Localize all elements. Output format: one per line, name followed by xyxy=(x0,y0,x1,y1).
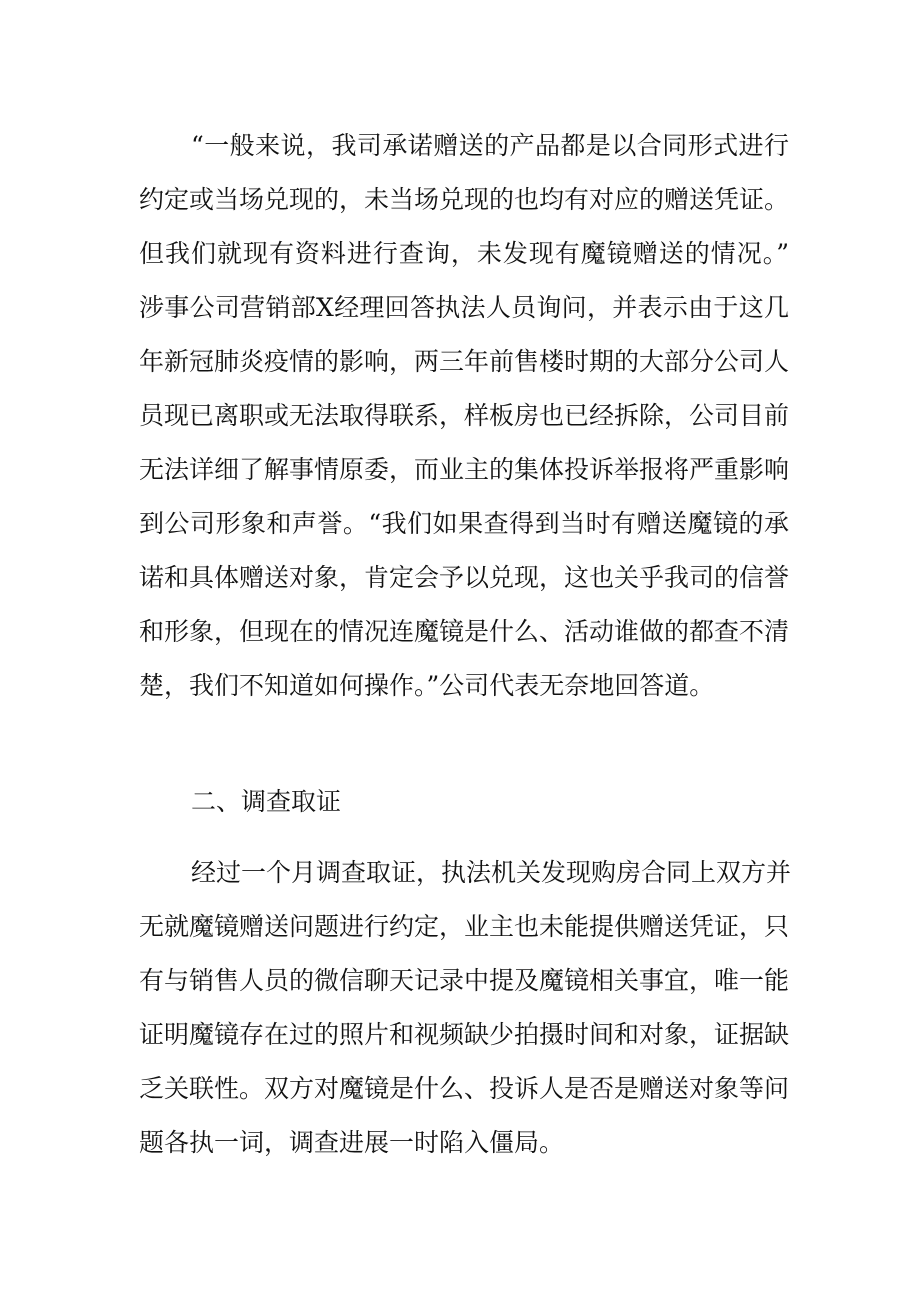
paragraph-line: 但我们就现有资料进行查询，未发现有魔镜赠送的情况。” xyxy=(139,239,789,268)
paragraph-line: 证明魔镜存在过的照片和视频缺少拍摄时间和对象，证据缺 xyxy=(139,1020,790,1049)
paragraph-line: 和形象，但现在的情况连魔镜是什么、活动谁做的都查不清 xyxy=(139,617,790,646)
paragraph-line: 年新冠肺炎疫情的影响，两三年前售楼时期的大部分公司人 xyxy=(139,347,790,376)
paragraph-line: 有与销售人员的微信聊天记录中提及魔镜相关事宜，唯一能 xyxy=(139,966,790,995)
paragraph-line: 楚，我们不知道如何操作。”公司代表无奈地回答道。 xyxy=(139,671,715,700)
paragraph-line: “一般来说，我司承诺赠送的产品都是以合同形式进行 xyxy=(191,131,789,160)
paragraph-line: 约定或当场兑现的，未当场兑现的也均有对应的赠送凭证。 xyxy=(139,185,790,214)
paragraph-line: 到公司形象和声誉。“我们如果查得到当时有赠送魔镜的承 xyxy=(139,509,789,538)
paragraph-investigation xyxy=(139,846,792,1170)
paragraph-line: 涉事公司营销部X经理回答执法人员询问，并表示由于这几 xyxy=(139,293,789,322)
section-heading: 二、调查取证 xyxy=(191,787,342,816)
paragraph-company-statement xyxy=(139,119,789,713)
paragraph-line: 乏关联性。双方对魔镜是什么、投诉人是否是赠送对象等问 xyxy=(139,1074,790,1103)
paragraph-line: 题各执一词，调查进展一时陷入僵局。 xyxy=(139,1128,565,1157)
paragraph-line: 经过一个月调查取证，执法机关发现购房合同上双方并 xyxy=(191,858,792,887)
paragraph-line: 无法详细了解事情原委，而业主的集体投诉举报将严重影响 xyxy=(139,455,790,484)
paragraph-line: 无就魔镜赠送问题进行约定，业主也未能提供赠送凭证，只 xyxy=(139,912,790,941)
paragraph-line: 诺和具体赠送对象，肯定会予以兑现，这也关乎我司的信誉 xyxy=(139,563,790,592)
section-heading-block xyxy=(139,775,789,829)
paragraph-line: 员现已离职或无法取得联系，样板房也已经拆除，公司目前 xyxy=(139,401,790,430)
